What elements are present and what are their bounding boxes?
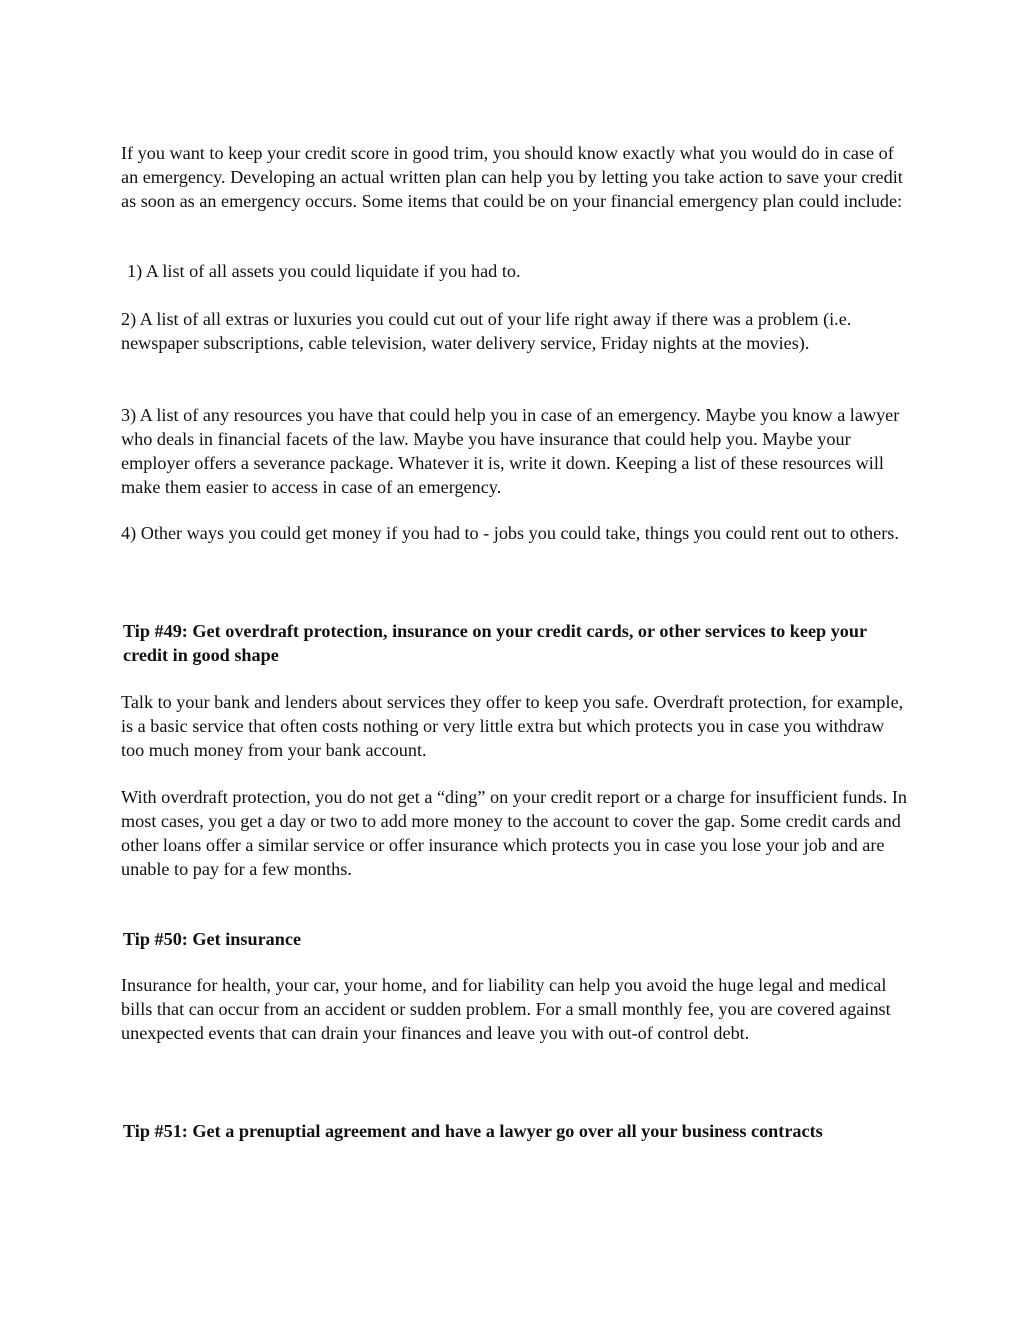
tip-50-paragraph-1: Insurance for health, your car, your home, and for liability can help you avoid the huge legal and medical bills that can occur from an accident or sudden problem. For a small monthly fee, you are covered against unexpected events that can drain your finances and leave you with out-of control debt. xyxy=(121,975,891,1043)
list-item-3: 3) A list of any resources you have that could help you in case of an emergency. Maybe you know a lawyer who deals in financial facets of the law. Maybe you have insurance that could help you. Maybe your employer offers a severance package. Whatever it is, write it down. Keeping a list of these resources will make them easier to access in case of an emergency. xyxy=(121,405,900,497)
tip-50-heading: Tip #50: Get insurance xyxy=(123,929,302,949)
list-item-2: 2) A list of all extras or luxuries you could cut out of your life right away if there was a problem (i.e. newspaper subscriptions, cable television, water delivery service, Friday nights at the movies). xyxy=(121,309,852,353)
list-item-1: 1) A list of all assets you could liquidate if you had to. xyxy=(127,261,521,281)
list-item-4: 4) Other ways you could get money if you had to - jobs you could take, things you could rent out to others. xyxy=(121,523,899,543)
tip-49-heading: Tip #49: Get overdraft protection, insurance on your credit cards, or other services to keep your credit in good shape xyxy=(123,621,867,665)
tip-49-paragraph-1: Talk to your bank and lenders about services they offer to keep you safe. Overdraft protection, for example, is a basic service that often costs nothing or very little extra but which protects you in case you withdraw too much money from your bank account. xyxy=(121,692,904,760)
tip-51-heading: Tip #51: Get a prenuptial agreement and have a lawyer go over all your business contracts xyxy=(123,1121,823,1141)
intro-paragraph: If you want to keep your credit score in good trim, you should know exactly what you would do in case of an emergency. Developing an actual written plan can help you by letting you take action to save your credit as soon as an emergency occurs. Some items that could be on your financial emergency plan could include: xyxy=(121,143,903,211)
tip-49-paragraph-2: With overdraft protection, you do not get a “ding” on your credit report or a charge for insufficient funds. In most cases, you get a day or two to add more money to the account to cover the gap. Some credit cards and other loans offer a similar service or offer insurance which protects you in case you lose your job and are unable to pay for a few months. xyxy=(121,787,907,879)
